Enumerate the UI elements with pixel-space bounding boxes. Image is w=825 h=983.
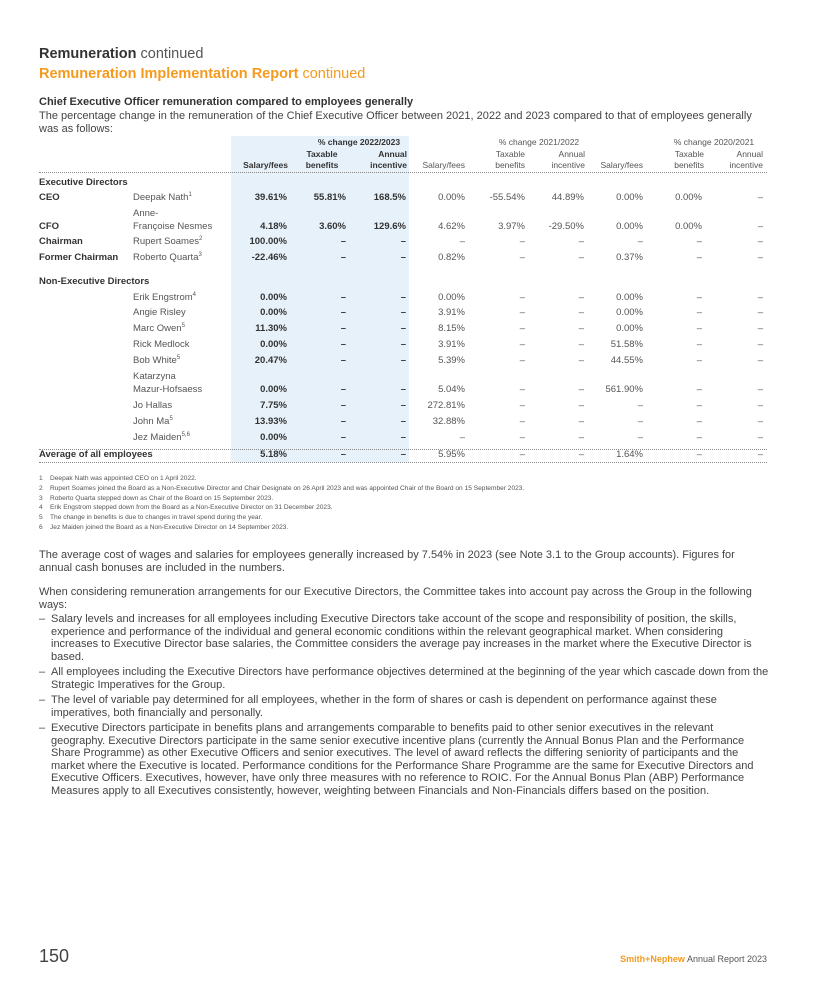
col-header-annual-line1: Annual	[378, 149, 407, 159]
group-header-2020-2021: % change 2020/2021	[673, 137, 755, 147]
col-header-taxable-3	[654, 149, 704, 171]
bullet-text: The level of variable pay determined for all employees, whether in the form of shares or cash is dependent on performance against these imperatives, both financially and personally.	[51, 694, 717, 719]
row-label: Average of all employees	[39, 449, 153, 460]
value-cell: 0.00%	[260, 339, 287, 350]
bullet-list	[39, 613, 769, 800]
value-cell: –	[757, 323, 763, 334]
value-cell: 168.5%	[373, 192, 406, 203]
value-cell: 5.04%	[438, 384, 465, 395]
average-row	[39, 448, 767, 462]
value-cell: –	[696, 400, 702, 411]
exec-directors-heading: Executive Directors	[39, 177, 128, 188]
non-exec-row	[39, 415, 767, 429]
value-cell: –	[519, 307, 525, 318]
value-cell: 4.62%	[438, 221, 465, 232]
value-cell: 100.00%	[249, 236, 287, 247]
non-exec-row	[39, 306, 767, 320]
value-cell: –	[519, 236, 525, 247]
col-header-taxable-line1: Taxable	[306, 149, 338, 159]
value-cell: –	[637, 432, 643, 443]
value-cell: –	[757, 292, 763, 303]
col-header-taxable-2-line2: benefits	[495, 160, 525, 170]
col-header-taxable-line2: benefits	[305, 160, 339, 170]
value-cell: 44.89%	[551, 192, 584, 203]
col-header-taxable-2-line1: Taxable	[495, 149, 525, 159]
value-cell: –	[757, 339, 763, 350]
value-cell: –	[400, 400, 406, 411]
value-cell: –	[637, 400, 643, 411]
footnotes	[39, 474, 779, 533]
value-cell: 55.81%	[313, 192, 346, 203]
value-cell: –	[578, 355, 584, 366]
value-cell: 5.39%	[438, 355, 465, 366]
bullet-item	[39, 613, 769, 663]
paragraph-remuneration-arrangements: When considering remuneration arrangements for our Executive Directors, the Committee takes into account pay across the Group in the following ways:	[39, 586, 752, 611]
value-cell: –	[578, 307, 584, 318]
exec-row	[39, 208, 767, 234]
row-name	[133, 322, 185, 336]
footnote-text: Roberto Quarta stepped down as Chair of the Board on 15 September 2023.	[50, 494, 274, 502]
non-exec-row	[39, 322, 767, 336]
row-name	[133, 338, 190, 352]
bullet-item	[39, 722, 769, 797]
value-cell: –	[578, 323, 584, 334]
exec-row	[39, 235, 767, 249]
value-cell: –	[400, 432, 406, 443]
value-cell: –	[696, 449, 702, 460]
footnote-ref: 3	[198, 251, 202, 258]
value-cell: 32.88%	[432, 416, 465, 427]
row-name-line1: Katarzyna	[133, 371, 176, 382]
col-header-taxable	[297, 149, 347, 171]
footnote-ref: 4	[192, 291, 196, 298]
section-intro: The percentage change in the remuneration of the Chief Executive Officer between 2021, 2022 and 2023 compared to that of employees generally was as follows:	[39, 110, 752, 135]
row-name	[133, 291, 196, 305]
value-cell: 51.58%	[610, 339, 643, 350]
value-cell: 0.37%	[616, 252, 643, 263]
heading-title: Remuneration	[39, 46, 137, 62]
value-cell: 8.15%	[438, 323, 465, 334]
section-title: Chief Executive Officer remuneration compared to employees generally	[39, 96, 414, 108]
value-cell: 7.75%	[260, 400, 287, 411]
footnote-text: Rupert Soames joined the Board as a Non-Executive Director and Chair Designate on 26 April 2023 and was appointed Chair of the Board on 15 September 2023.	[50, 484, 525, 492]
value-cell: 0.00%	[260, 384, 287, 395]
value-cell: –	[400, 384, 406, 395]
value-cell: –	[696, 384, 702, 395]
col-header-annual-3-line2: incentive	[729, 160, 763, 170]
footer-brand	[620, 954, 767, 964]
row-name-text: Roberto Quarta	[133, 252, 199, 263]
footnote	[39, 494, 779, 504]
non-exec-directors-heading: Non-Executive Directors	[39, 276, 150, 287]
row-name	[133, 399, 172, 413]
value-cell: 5.95%	[438, 449, 465, 460]
footnote-text: Erik Engstrom stepped down from the Board as a Non-Executive Director on 31 December 2023.	[50, 504, 333, 512]
value-cell: –	[459, 236, 465, 247]
value-cell: –	[578, 449, 584, 460]
value-cell: 0.00%	[260, 432, 287, 443]
value-cell: –	[696, 236, 702, 247]
value-cell: –	[757, 252, 763, 263]
col-header-annual-2	[533, 149, 585, 171]
footnote-text: The change in benefits is due to changes in travel spend during the year.	[50, 514, 263, 522]
value-cell: 0.00%	[438, 292, 465, 303]
page-number: 150	[39, 946, 70, 966]
value-cell: –	[757, 416, 763, 427]
value-cell: –	[696, 355, 702, 366]
value-cell: –	[519, 355, 525, 366]
footnote	[39, 503, 779, 513]
col-header-taxable-3-line2: benefits	[674, 160, 704, 170]
bullet-text: All employees including the Executive Directors have performance objectives determined at the beginning of the year which cascade down from the Strategic Imperatives for the Group.	[51, 666, 769, 691]
value-cell: –	[519, 449, 525, 460]
value-cell: 0.00%	[616, 192, 643, 203]
footnote	[39, 513, 779, 523]
value-cell: 561.90%	[605, 384, 643, 395]
value-cell: -55.54%	[489, 192, 525, 203]
value-cell: -29.50%	[548, 221, 584, 232]
value-cell: –	[400, 323, 406, 334]
value-cell: –	[696, 252, 702, 263]
value-cell: –	[519, 323, 525, 334]
value-cell: –	[578, 236, 584, 247]
footnote-number: 3	[39, 494, 43, 502]
value-cell: –	[757, 449, 763, 460]
row-name-text: Marc Owen	[133, 323, 182, 334]
value-cell: –	[757, 236, 763, 247]
value-cell: –	[757, 384, 763, 395]
value-cell: 20.47%	[254, 355, 287, 366]
value-cell: 0.00%	[438, 192, 465, 203]
value-cell: –	[696, 432, 702, 443]
value-cell: 3.91%	[438, 307, 465, 318]
value-cell: –	[696, 416, 702, 427]
value-cell: -22.46%	[251, 252, 287, 263]
footnote-ref: 5,6	[181, 431, 190, 438]
value-cell: –	[340, 400, 346, 411]
row-name	[133, 431, 190, 445]
value-cell: –	[340, 432, 346, 443]
value-cell: 272.81%	[427, 400, 465, 411]
non-exec-row	[39, 431, 767, 445]
value-cell: –	[519, 252, 525, 263]
row-name	[133, 415, 173, 429]
col-header-taxable-2	[475, 149, 525, 171]
non-exec-row	[39, 354, 767, 368]
value-cell: –	[696, 292, 702, 303]
value-cell: –	[757, 221, 763, 232]
footnote-text: Deepak Nath was appointed CEO on 1 April 2022.	[50, 475, 197, 482]
exec-row	[39, 191, 767, 205]
group-header-2022-2023: % change 2022/2023	[317, 137, 401, 147]
non-exec-row	[39, 291, 767, 305]
row-role: CEO	[39, 192, 60, 203]
value-cell: –	[400, 236, 406, 247]
row-name	[133, 354, 180, 368]
header-rule	[39, 172, 767, 173]
value-cell: –	[519, 292, 525, 303]
value-cell: –	[459, 432, 465, 443]
col-header-annual-3	[711, 149, 763, 171]
value-cell: 0.00%	[260, 307, 287, 318]
value-cell: –	[757, 192, 763, 203]
row-role: CFO	[39, 221, 60, 232]
value-cell: –	[519, 400, 525, 411]
value-cell: 5.18%	[260, 449, 287, 460]
row-name	[133, 220, 212, 234]
row-name-text: Rupert Soames	[133, 236, 200, 247]
value-cell: –	[696, 307, 702, 318]
value-cell: 39.61%	[254, 192, 287, 203]
non-exec-row	[39, 338, 767, 352]
row-name-text: Angie Risley	[133, 307, 186, 318]
row-name-text: Jez Maiden	[133, 432, 182, 443]
value-cell: 0.00%	[675, 192, 702, 203]
value-cell: –	[757, 400, 763, 411]
value-cell: 3.91%	[438, 339, 465, 350]
col-header-salary-2: Salary/fees	[422, 160, 465, 170]
paragraph-average-cost: The average cost of wages and salaries for employees generally increased by 7.54% in 2023 (see Note 3.1 to the Group accounts). Figures for annual cash bonuses are included in the numbers.	[39, 549, 735, 574]
value-cell: –	[400, 355, 406, 366]
value-cell: 0.00%	[616, 292, 643, 303]
footnote-ref: 5	[169, 415, 173, 422]
non-exec-row	[39, 399, 767, 413]
value-cell: –	[340, 252, 346, 263]
bullet-dash: –	[39, 666, 46, 678]
value-cell: 129.6%	[373, 221, 406, 232]
footnote-number: 4	[39, 504, 43, 512]
value-cell: 0.00%	[675, 221, 702, 232]
footnote-ref: 5	[181, 322, 185, 329]
value-cell: –	[400, 307, 406, 318]
value-cell: –	[578, 292, 584, 303]
row-name-text: John Ma	[133, 416, 170, 427]
footnote-number: 1	[39, 475, 43, 482]
table-bottom-rule	[39, 462, 767, 463]
row-name	[133, 383, 202, 397]
exec-row	[39, 251, 767, 265]
bullet-item	[39, 694, 769, 719]
value-cell: 13.93%	[254, 416, 287, 427]
value-cell: –	[400, 252, 406, 263]
value-cell: –	[340, 307, 346, 318]
value-cell: 0.00%	[260, 292, 287, 303]
col-header-annual-line2: incentive	[370, 160, 407, 170]
footnote-number: 6	[39, 523, 43, 531]
row-name	[133, 306, 186, 320]
value-cell: –	[578, 384, 584, 395]
subheading-title: Remuneration Implementation Report	[39, 66, 299, 82]
value-cell: 3.97%	[498, 221, 525, 232]
row-role: Former Chairman	[39, 252, 119, 263]
value-cell: –	[637, 416, 643, 427]
value-cell: –	[400, 339, 406, 350]
col-header-annual-2-line2: incentive	[551, 160, 585, 170]
value-cell: –	[340, 236, 346, 247]
value-cell: 0.82%	[438, 252, 465, 263]
row-name-text: Jo Hallas	[133, 400, 173, 411]
footnote-number: 5	[39, 514, 43, 522]
row-name	[133, 191, 192, 205]
value-cell: –	[519, 432, 525, 443]
report-name: Annual Report 2023	[686, 954, 767, 964]
footnote-ref: 1	[188, 191, 192, 198]
footnote	[39, 523, 779, 533]
value-cell: –	[340, 339, 346, 350]
bullet-dash: –	[39, 694, 46, 706]
value-cell: –	[757, 355, 763, 366]
footnote-ref: 5	[176, 354, 181, 361]
value-cell: 0.00%	[616, 307, 643, 318]
col-header-annual-2-line1: Annual	[558, 149, 585, 159]
row-name-text: Bob White	[133, 355, 177, 366]
value-cell: –	[578, 400, 584, 411]
bullet-dash: –	[39, 722, 46, 734]
heading-suffix: continued	[140, 46, 204, 62]
row-name-text: Mazur-Hofsaess	[133, 384, 203, 395]
row-name-text: Rick Medlock	[133, 339, 190, 350]
row-name	[133, 235, 202, 249]
col-header-annual	[357, 149, 407, 171]
value-cell: –	[519, 384, 525, 395]
col-header-salary: Salary/fees	[243, 160, 288, 170]
bullet-text: Salary levels and increases for all employees including Executive Directors take account of the scope and responsibility of position, the skills, experience and performance of the individual and general economic conditions within the relevant geographical market. When considering increases to Executive Director base salaries, the Committee considers the average pay increases in the market where the Executive Director is based.	[51, 613, 752, 663]
row-name-text: Deepak Nath	[133, 192, 189, 203]
value-cell: 0.00%	[616, 221, 643, 232]
row-name-line1: Anne-	[133, 208, 159, 219]
value-cell: –	[340, 384, 346, 395]
row-role: Chairman	[39, 236, 83, 247]
value-cell: –	[340, 416, 346, 427]
value-cell: –	[696, 323, 702, 334]
col-header-taxable-3-line1: Taxable	[674, 149, 704, 159]
value-cell: –	[696, 339, 702, 350]
subheading-suffix: continued	[302, 66, 366, 82]
value-cell: –	[519, 416, 525, 427]
value-cell: –	[578, 432, 584, 443]
value-cell: –	[340, 449, 346, 460]
footnote	[39, 484, 779, 494]
value-cell: –	[519, 339, 525, 350]
group-header-2021-2022: % change 2021/2022	[498, 137, 580, 147]
value-cell: –	[400, 292, 406, 303]
bullet-dash: –	[39, 613, 46, 625]
value-cell: –	[400, 449, 406, 460]
row-name-text: Françoise Nesmes	[133, 221, 213, 232]
row-name	[133, 251, 202, 265]
value-cell: 4.18%	[260, 221, 287, 232]
footnote-ref: 2	[199, 235, 203, 242]
value-cell: 1.64%	[616, 449, 643, 460]
page-heading	[39, 46, 203, 62]
value-cell: –	[578, 416, 584, 427]
value-cell: –	[400, 416, 406, 427]
footnote-number: 2	[39, 484, 43, 492]
bullet-item	[39, 666, 769, 691]
col-header-salary-3: Salary/fees	[600, 160, 643, 170]
value-cell: –	[757, 432, 763, 443]
value-cell: –	[340, 355, 346, 366]
footnote	[39, 474, 779, 484]
value-cell: –	[340, 292, 346, 303]
value-cell: –	[578, 339, 584, 350]
non-exec-row	[39, 371, 767, 397]
value-cell: –	[578, 252, 584, 263]
brand-name: Smith+Nephew	[620, 954, 685, 964]
value-cell: 44.55%	[610, 355, 643, 366]
bullet-text: Executive Directors participate in benefits plans and arrangements comparable to benefits paid to other senior executives in the relevant geography. Executive Directors participate in the same senior executive incentive plans (currently the Annual Bonus Plan and the Performance Share Programme) as other Executive Officers and senior executives. The level of award reflects the differing seniority of participants and the market where the Executive is located. Performance conditions for the Performance Share Programme are the same for Executive Directors and Executive Officers. Executives, however, have only three measures with no reference to ROIC. For the Annual Bonus Plan (ABP) Performance Measures apply to all Executives consistently, however, weighting between Financials and Non-Financials differs based on the position.	[51, 722, 754, 797]
page-subheading	[39, 66, 365, 82]
value-cell: 0.00%	[616, 323, 643, 334]
remuneration-table	[39, 136, 767, 466]
value-cell: –	[340, 323, 346, 334]
row-name-text: Erik Engstrom	[133, 292, 193, 303]
value-cell: 11.30%	[255, 323, 287, 334]
footnote-text: Jez Maiden joined the Board as a Non-Executive Director on 14 September 2023.	[50, 523, 289, 531]
value-cell: 3.60%	[319, 221, 346, 232]
value-cell: –	[757, 307, 763, 318]
col-header-annual-3-line1: Annual	[736, 149, 763, 159]
value-cell: –	[637, 236, 643, 247]
